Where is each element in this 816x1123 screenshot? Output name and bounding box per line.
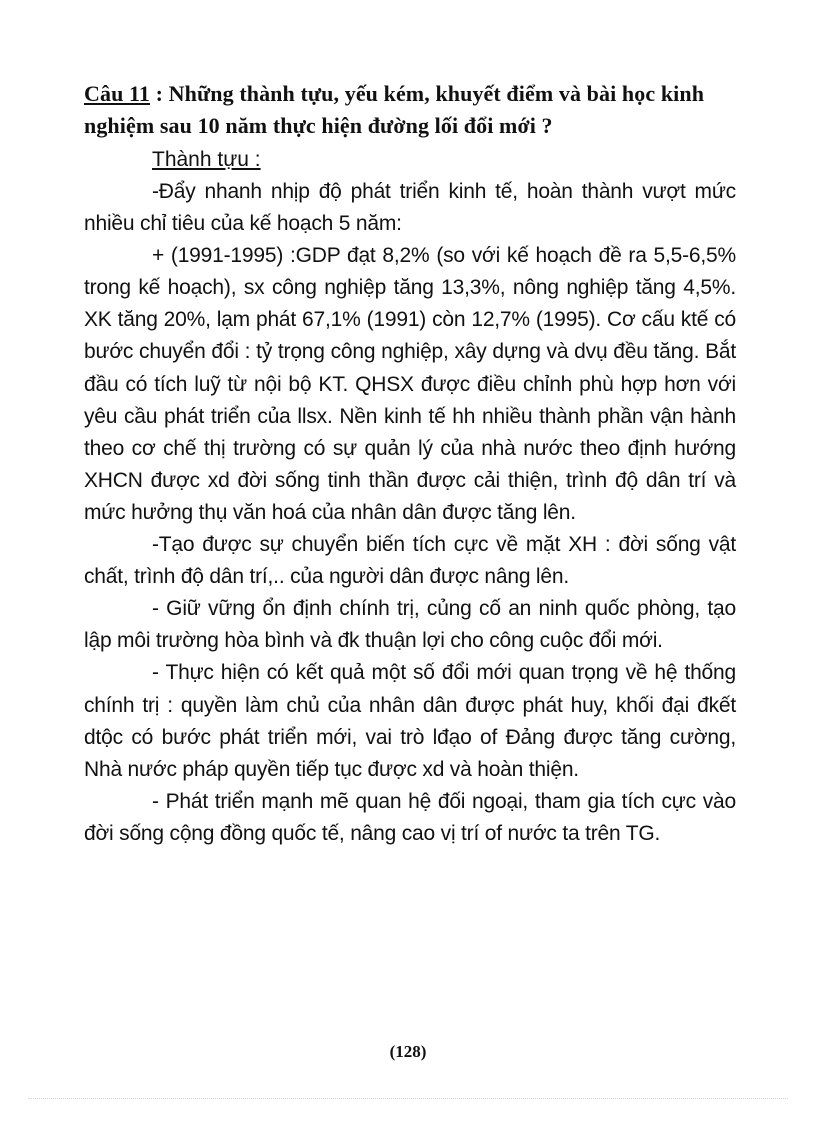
paragraph-foreign-relations: - Phát triển mạnh mẽ quan hệ đối ngoại, tham gia tích cực vào đời sống cộng đồng quốc tế, nâng cao vị trí of nước ta trên TG. bbox=[84, 789, 736, 845]
question-label: Câu 11 bbox=[84, 81, 151, 106]
achievements-subheading: Thành tựu : bbox=[152, 148, 261, 171]
document-page bbox=[84, 78, 736, 850]
document-body bbox=[84, 176, 736, 850]
paragraph-political-stability: - Giữ vững ổn định chính trị, củng cố an ninh quốc phòng, tạo lập môi trường hòa bình và đk thuận lợi cho công cuộc đổi mới. bbox=[84, 597, 736, 653]
paragraph-economic-growth: -Đẩy nhanh nhịp độ phát triển kinh tế, hoàn thành vượt mức nhiều chỉ tiêu của kế hoạch 5 năm: bbox=[84, 180, 736, 236]
page-bottom-divider bbox=[28, 1098, 788, 1099]
question-heading bbox=[84, 78, 736, 142]
heading-separator: : bbox=[150, 81, 169, 106]
paragraph-political-system: - Thực hiện có kết quả một số đổi mới quan trọng về hệ thống chính trị : quyền làm chủ của nhân dân được phát huy, khối đại đkết dtộc có bước phát triển mới, vai trò lđạo of Đảng được tăng cường, Nhà nước pháp quyền tiếp tục được xd và hoàn thiện. bbox=[84, 661, 736, 781]
paragraph-economic-figures: + (1991-1995) :GDP đạt 8,2% (so với kế hoạch đề ra 5,5-6,5% trong kế hoạch), sx công nghiệp tăng 13,3%, nông nghiệp tăng 4,5%. XK tăng 20%, lạm phát 67,1% (1991) còn 12,7% (1995). Cơ cấu ktế có bước chuyển đổi : tỷ trọng công nghiệp, xây dựng và dvụ đều tăng. Bắt đầu có tích luỹ từ nội bộ KT. QHSX được điều chỉnh phù hợp hơn với yêu cầu phát triển của llsx. Nền kinh tế hh nhiều thành phần vận hành theo cơ chế thị trường có sự quản lý của nhà nước theo định hướng XHCN được xd đời sống tinh thần được cải thiện, trình độ dân trí và mức hưởng thụ văn hoá của nhân dân được tăng lên. bbox=[84, 244, 736, 524]
page-number: (128) bbox=[389, 1042, 427, 1061]
paragraph-social-change: -Tạo được sự chuyển biến tích cực về mặt XH : đời sống vật chất, trình độ dân trí,.. của người dân được nâng lên. bbox=[84, 533, 736, 589]
question-text: Những thành tựu, yếu kém, khuyết điểm và bài học kinh nghiệm sau 10 năm thực hiện đường lối đổi mới ? bbox=[84, 81, 705, 138]
